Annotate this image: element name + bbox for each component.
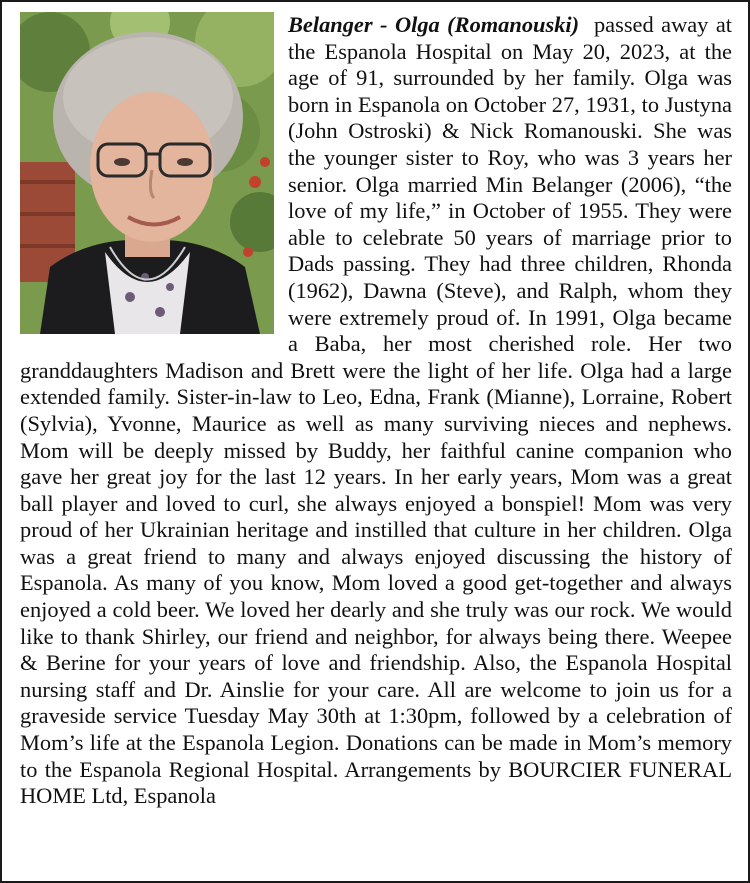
obituary-body: passed away at the Espanola Hospital on May 20, 2023, at the age of 91, surrounded by her family. Olga was born in Espanola on October 27, 1931, to Justyna (John Ostroski) & Nick Romanouski. She was the younger sister to Roy, who was 3 years her senior. Olga married Min Belanger (2006), “the love of my life,” in October of 1955. They were able to celebrate 50 years of marriage prior to Dads passing. They had three children, Rhonda (1962), Dawna (Steve), and Ralph, whom they were extremely proud of. In 1991, Olga became a Baba, her most cherished role. Her two granddaughters Madison and Brett were the light of her life. Olga had a large extended family. Sister-in-law to Leo, Edna, Frank (Mianne), Lorraine, Robert (Sylvia), Yvonne, Maurice as well as many surviving nieces and nephews. Mom will be deeply missed by Buddy, her faithful canine companion who gave her great joy for the last 12 years. In her early years, Mom was a great ball player and loved to curl, she always enjoyed a bonspiel! Mom was very proud of her Ukrainian heritage and instilled that culture in her children. Olga was a great friend to many and always enjoyed discussing the history of Espanola. As many of you know, Mom loved a good get-together and always enjoyed a cold beer. We loved her dearly and she truly was our rock. We would like to thank Shirley, our friend and neighbor, for always being there. Weepee & Berine for your years of love and friendship. Also, the Espanola Hospital nursing staff and Dr. Ainslie for your care. All are welcome to join us for a graveside service Tuesday May 30th at 1:30pm, followed by a celebration of Mom’s life at the Espanola Legion. Donations can be made in Mom’s memory to the Espanola Regional Hospital. Arrangements by BOURCIER FUNERAL HOME Ltd, Espanola (20, 12, 732, 809)
deceased-name: Belanger - Olga (Romanouski) (288, 12, 580, 37)
portrait-photo (20, 12, 274, 334)
